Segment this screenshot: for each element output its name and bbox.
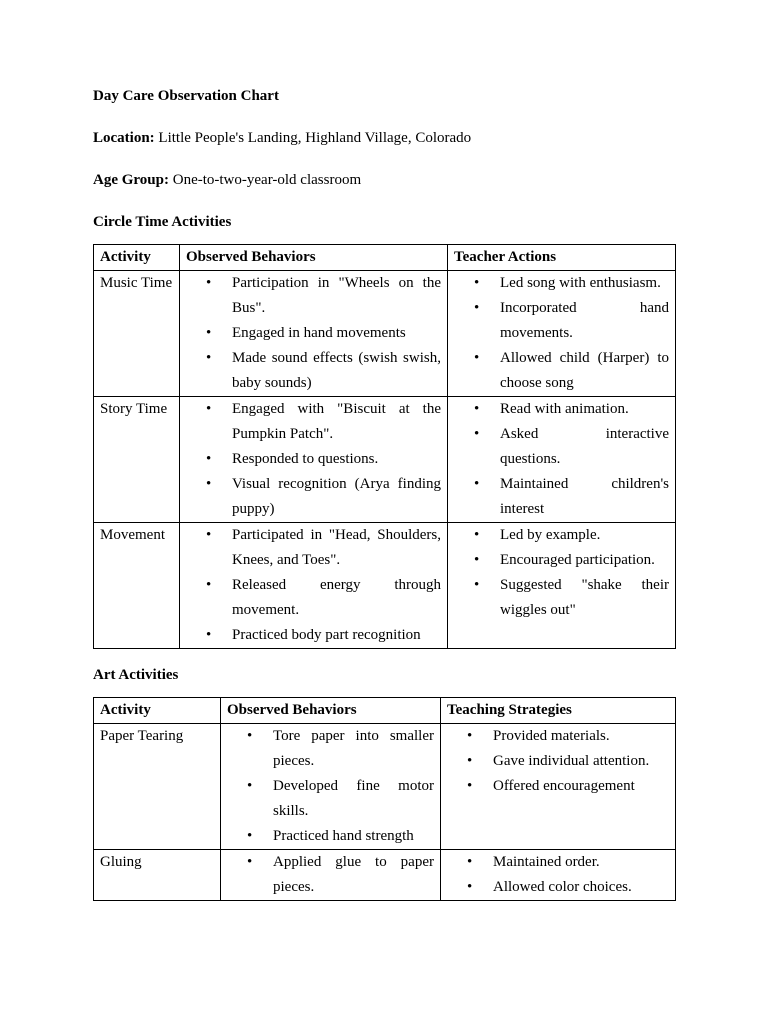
column-header-teaching-strategies: Teaching Strategies [441,698,676,724]
table-row [94,397,676,523]
list-item: • Released energy through movement. [186,573,441,623]
bullet-list [227,850,434,900]
bullet-list [447,724,669,799]
table-row [94,271,676,397]
age-group-label: Age Group: [93,172,169,188]
circle-time-heading: Circle Time Activities [93,214,232,230]
table-row [94,724,676,850]
list-item: • Gave individual attention. [447,749,669,774]
bullet-list [454,397,669,522]
list-item: • Maintained order. [447,850,669,875]
activity-cell: Gluing [94,850,221,901]
observed-behaviors-cell [180,397,448,523]
actions-cell [441,724,676,850]
column-header-observed-behaviors: Observed Behaviors [180,245,448,271]
list-item: • Tore paper into smaller pieces. [227,724,434,774]
column-header-observed-behaviors: Observed Behaviors [221,698,441,724]
bullet-list [186,523,441,648]
age-group-value: One-to-two-year-old classroom [168,172,362,188]
circle-time-table-body [94,271,676,649]
list-item: • Provided materials. [447,724,669,749]
actions-cell [448,271,676,397]
observed-behaviors-cell [221,724,441,850]
list-item: • Practiced hand strength [227,824,434,849]
bullet-list [186,271,441,396]
activity-cell: Story Time [94,397,180,523]
list-item: • Participation in "Wheels on the Bus". [186,271,441,321]
list-item: • Developed fine motor skills. [227,774,434,824]
observed-behaviors-cell [180,523,448,649]
list-item: • Responded to questions. [186,447,441,472]
observed-behaviors-cell [180,271,448,397]
table-header-row [94,245,676,271]
bullet-list [454,523,669,623]
list-item: • Engaged with "Biscuit at the Pumpkin Patch". [186,397,441,447]
location-value: Little People's Landing, Highland Village, Colorado [154,130,472,146]
observed-behaviors-cell [221,850,441,901]
list-item: • Participated in "Head, Shoulders, Knees, and Toes". [186,523,441,573]
document-title: Day Care Observation Chart [93,88,279,104]
actions-cell [448,397,676,523]
art-activities-heading: Art Activities [93,667,179,683]
column-header-teacher-actions: Teacher Actions [448,245,676,271]
location-line [93,126,675,151]
document-page [93,84,675,901]
activity-cell: Music Time [94,271,180,397]
column-header-activity: Activity [94,245,180,271]
actions-cell [448,523,676,649]
activity-cell: Paper Tearing [94,724,221,850]
table-row [94,850,676,901]
table-row [94,523,676,649]
bullet-list [227,724,434,849]
list-item: • Applied glue to paper pieces. [227,850,434,900]
location-label: Location: [93,130,155,146]
list-item: • Encouraged participation. [454,548,669,573]
list-item: • Led song with enthusiasm. [454,271,669,296]
list-item: • Read with animation. [454,397,669,422]
list-item: • Engaged in hand movements [186,321,441,346]
list-item: • Suggested "shake their wiggles out" [454,573,669,623]
table-header-row [94,698,676,724]
list-item: • Asked interactive questions. [454,422,669,472]
bullet-list [454,271,669,396]
list-item: • Allowed color choices. [447,875,669,900]
list-item: • Practiced body part recognition [186,623,441,648]
list-item: • Offered encouragement [447,774,669,799]
list-item: • Made sound effects (swish swish, baby sounds) [186,346,441,396]
bullet-list [186,397,441,522]
activity-cell: Movement [94,523,180,649]
bullet-list [447,850,669,900]
circle-time-table [93,244,676,649]
actions-cell [441,850,676,901]
list-item: • Visual recognition (Arya finding puppy) [186,472,441,522]
list-item: • Led by example. [454,523,669,548]
column-header-activity: Activity [94,698,221,724]
list-item: • Allowed child (Harper) to choose song [454,346,669,396]
art-activities-table-body [94,724,676,901]
list-item: • Incorporated hand movements. [454,296,669,346]
list-item: • Maintained children's interest [454,472,669,522]
art-activities-table [93,697,676,901]
age-group-line [93,168,675,193]
